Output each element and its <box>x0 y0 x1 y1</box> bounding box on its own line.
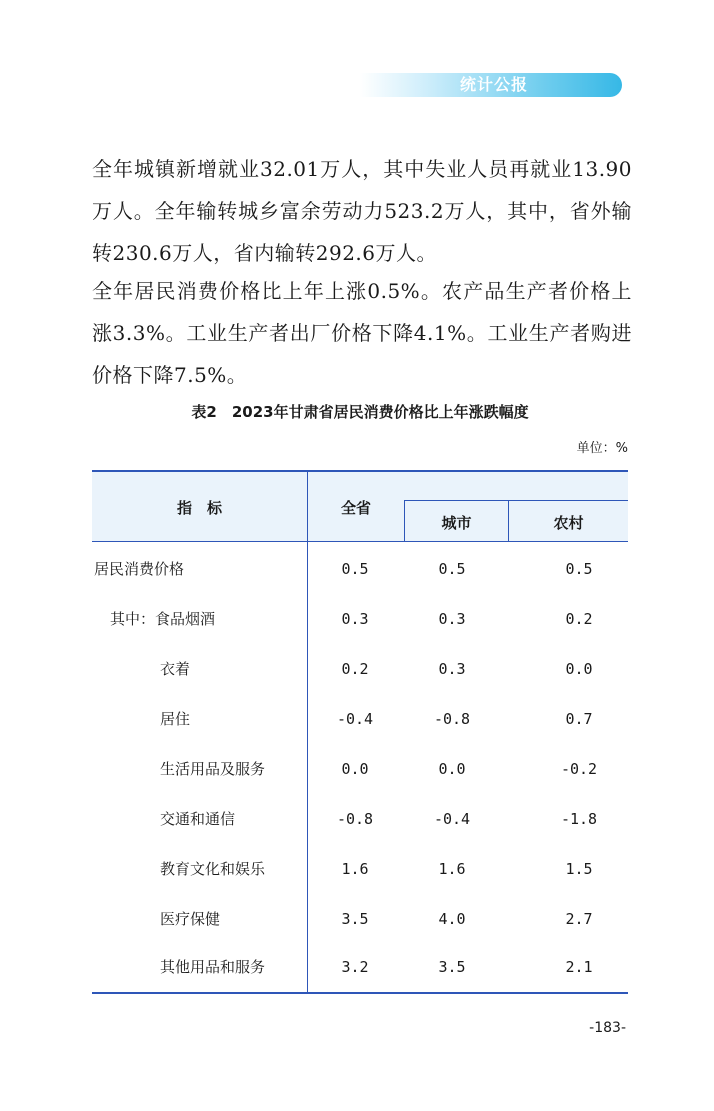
row-label: 居民消费价格 <box>94 560 185 578</box>
cell-rural: 2.1 <box>565 958 593 976</box>
table-bottom-rule <box>92 992 628 994</box>
table-row <box>92 844 628 894</box>
header-bottom-rule <box>92 541 628 542</box>
cell-urban: 0.3 <box>438 660 466 678</box>
cell-province: -0.4 <box>336 710 374 728</box>
banner-label: 统计公报 <box>459 75 528 94</box>
cell-province: 0.3 <box>341 610 369 628</box>
cell-rural: -0.2 <box>560 760 598 778</box>
cell-urban: -0.4 <box>433 810 471 828</box>
cell-province: 3.5 <box>341 910 369 928</box>
row-label: 居住 <box>160 710 191 728</box>
cell-urban: 4.0 <box>438 910 466 928</box>
row-label: 其他用品和服务 <box>160 958 266 976</box>
row-label: 生活用品及服务 <box>160 760 266 778</box>
table-unit: 单位：% <box>576 441 628 456</box>
cell-urban: 1.6 <box>438 860 466 878</box>
row-label: 教育文化和娱乐 <box>160 860 266 878</box>
header-rural: 农村 <box>553 514 584 532</box>
table-row <box>92 544 628 594</box>
cell-province: 0.0 <box>341 760 369 778</box>
row-label: 衣着 <box>160 660 191 678</box>
table-row <box>92 694 628 744</box>
header-province: 全省 <box>340 499 371 517</box>
cell-rural: 0.5 <box>565 560 593 578</box>
section-banner <box>360 73 622 97</box>
cell-province: -0.8 <box>336 810 374 828</box>
cell-rural: 0.2 <box>565 610 593 628</box>
cell-province: 0.5 <box>341 560 369 578</box>
cell-urban: 0.5 <box>438 560 466 578</box>
header-indicator: 指 标 <box>176 499 222 517</box>
row-label: 其中：食品烟酒 <box>110 610 216 628</box>
table-row <box>92 744 628 794</box>
paragraph-employment: 全年城镇新增就业32.01万人，其中失业人员再就业13.90万人。全年输转城乡富余劳动力523.2万人，其中，省外输转230.6万人，省内输转292.6万人。 <box>92 157 632 265</box>
cell-rural: -1.8 <box>560 810 598 828</box>
cell-rural: 0.7 <box>565 710 593 728</box>
cell-province: 3.2 <box>341 958 369 976</box>
table-row <box>92 942 628 992</box>
cell-urban: 0.0 <box>438 760 466 778</box>
table-title: 表2 2023年甘肃省居民消费价格比上年涨跌幅度 <box>191 403 529 421</box>
row-label: 医疗保健 <box>160 910 221 928</box>
cell-rural: 0.0 <box>565 660 593 678</box>
table-top-rule <box>92 470 628 472</box>
table-row <box>92 894 628 944</box>
cell-province: 1.6 <box>341 860 369 878</box>
cell-urban: -0.8 <box>433 710 471 728</box>
cell-province: 0.2 <box>341 660 369 678</box>
cell-rural: 1.5 <box>565 860 593 878</box>
sub-header-rule <box>404 500 628 501</box>
cell-rural: 2.7 <box>565 910 593 928</box>
header-urban: 城市 <box>441 514 472 532</box>
cell-urban: 0.3 <box>438 610 466 628</box>
table-row <box>92 594 628 644</box>
table-row <box>92 644 628 694</box>
page-number: -183- <box>589 1020 626 1036</box>
table-row <box>92 794 628 844</box>
row-label: 交通和通信 <box>160 810 236 828</box>
paragraph-prices: 全年居民消费价格比上年上涨0.5%。农产品生产者价格上涨3.3%。工业生产者出厂价格下降4.1%。工业生产者购进价格下降7.5%。 <box>92 279 632 387</box>
cell-urban: 3.5 <box>438 958 466 976</box>
